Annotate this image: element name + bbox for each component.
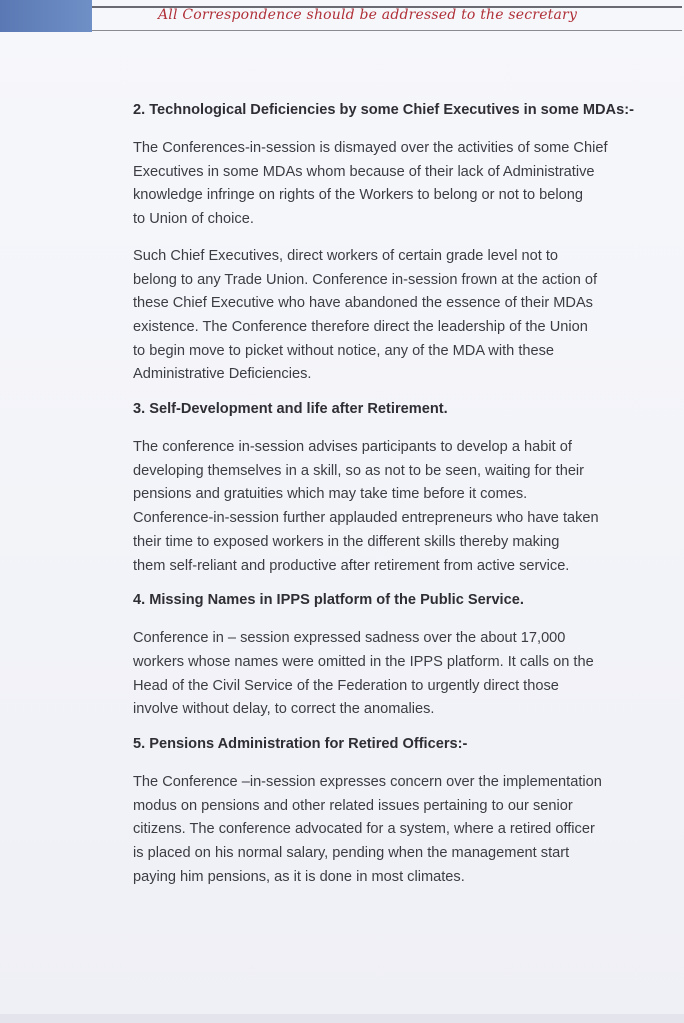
section-title: 5. Pensions Administration for Retired Officers:-: [133, 736, 468, 753]
letterhead-motto: All Correspondence should be addressed to the secretary: [158, 7, 578, 23]
paragraph: [133, 436, 653, 578]
letterhead-color-bar: [0, 0, 92, 32]
scan-bottom-edge: [0, 1014, 684, 1023]
line: Head of the Civil Service of the Federation to urgently direct those: [133, 677, 559, 694]
line: workers whose names were omitted in the IPPS platform. It calls on the: [133, 653, 594, 670]
section-title: 4. Missing Names in IPPS platform of the Public Service.: [133, 592, 524, 609]
line: The Conference –in-session expresses concern over the implementation: [133, 774, 602, 791]
paragraph: [133, 771, 653, 890]
line: their time to exposed workers in the different skills thereby making: [133, 533, 560, 550]
line: these Chief Executive who have abandoned the essence of their MDAs: [133, 295, 593, 312]
section-2: [133, 98, 653, 387]
line: developing themselves in a skill, so as not to be seen, waiting for their: [133, 462, 585, 479]
section-4: [133, 588, 653, 722]
section-title: 2. Technological Deficiencies by some Chief Executives in some MDAs:-: [133, 102, 634, 118]
line: knowledge infringe on rights of the Workers to belong or not to belong: [133, 187, 583, 204]
line: Conference in – session expressed sadness over the about 17,000: [133, 630, 566, 647]
line: The Conferences-in-session is dismayed over the activities of some Chief: [133, 140, 608, 156]
paragraph: [133, 627, 653, 722]
line: to begin move to picket without notice, any of the MDA with these: [133, 342, 555, 359]
line: existence. The Conference therefore direct the leadership of the Union: [133, 318, 588, 335]
line: them self-reliant and productive after retirement from active service.: [133, 557, 570, 574]
section-3: [133, 397, 653, 578]
line: The conference in-session advises participants to develop a habit of: [133, 439, 572, 456]
line: Conference-in-session further applauded entrepreneurs who have taken: [133, 510, 599, 527]
line: Such Chief Executives, direct workers of certain grade level not to: [133, 247, 559, 264]
letterhead-rule-bottom: [92, 30, 682, 31]
line: modus on pensions and other related issues pertaining to our senior: [133, 797, 573, 814]
line: Executives in some MDAs whom because of their lack of Administrative: [133, 163, 595, 180]
line: citizens. The conference advocated for a system, where a retired officer: [133, 821, 595, 838]
document-body: [133, 98, 653, 890]
paragraph: [133, 137, 653, 232]
line: paying him pensions, as it is done in most climates.: [133, 868, 465, 885]
section-title: 3. Self-Development and life after Retirement.: [133, 401, 448, 418]
line: pensions and gratuities which may take time before it comes.: [133, 486, 528, 503]
section-5: [133, 732, 653, 890]
paragraph: [133, 245, 653, 387]
line: is placed on his normal salary, pending when the management start: [133, 845, 570, 862]
line: to Union of choice.: [133, 211, 254, 228]
letterhead: [0, 0, 684, 34]
line: belong to any Trade Union. Conference in-session frown at the action of: [133, 271, 598, 288]
line: involve without delay, to correct the anomalies.: [133, 701, 435, 718]
line: Administrative Deficiencies.: [133, 366, 312, 383]
